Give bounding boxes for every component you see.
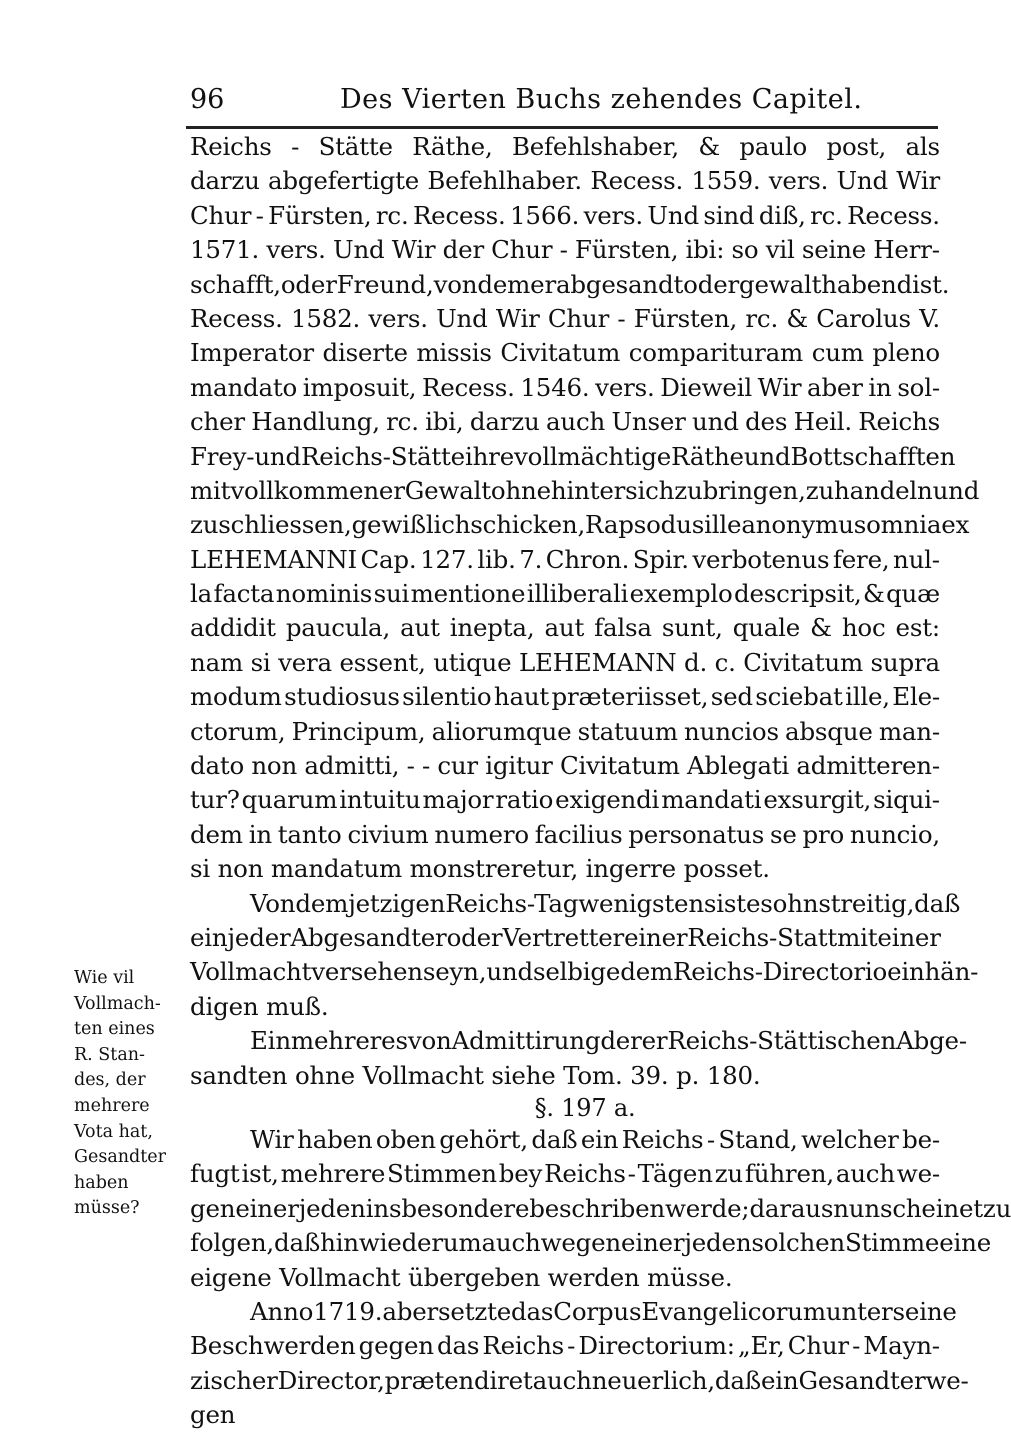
paragraph-anno-1719	[190, 1295, 969, 1432]
text-line: si non mandatum monstreretur, ingerre posset.	[190, 854, 770, 884]
text-line: Ein mehreres von Admittirung derer Reichs-Stättischen Abge-	[250, 1026, 967, 1056]
text-line: mit vollkommener Gewalt ohne hinter sich zu bringen, zu handeln und	[190, 475, 980, 505]
text-line: ctorum, Principum, aliorumque statuum nuncios absque man-	[190, 716, 940, 746]
page-header	[180, 78, 940, 122]
text-line: gen	[190, 1400, 236, 1430]
text-line: dato non admitti, - - cur igitur Civitatum Ablegati admitteren-	[190, 751, 940, 781]
text-line: gen einer jeden ins besondere beschriben werde; daraus nun scheinet zu	[190, 1193, 1011, 1223]
text-line: Anno 1719. aber setzte das Corpus Evangelicorum unter seine	[250, 1296, 957, 1326]
margin-note-line: Vollmach-	[74, 993, 161, 1014]
text-line: fugt ist, mehrere Stimmen bey Reichs - Tägen zu führen, auch we-	[190, 1159, 940, 1189]
text-line: cher Handlung, rc. ibi, darzu auch Unser und des Heil. Reichs	[190, 407, 940, 437]
text-line: Reichs - Stätte Räthe, Befehlshaber, & paulo post, als	[190, 132, 940, 161]
text-line: nam si vera essent, utique LEHEMANN d. c. Civitatum supra	[190, 647, 940, 677]
text-line: zischer Director, prætendiret auch neuerlich, daß ein Gesandter we-	[190, 1365, 969, 1395]
text-line: Imperator diserte missis Civitatum comparituram cum pleno	[190, 338, 940, 368]
text-line: ein jeder Abgesandter oder Vertretter einer Reichs - Statt mit einer	[190, 922, 941, 952]
text-line: zu schliessen, gewißlich schicken, Rapsodus ille anonymus omnia ex	[190, 510, 970, 540]
text-line: Recess. 1582. vers. Und Wir Chur - Fürsten, rc. & Carolus V.	[190, 303, 940, 333]
paragraph-section-197a	[190, 1123, 1011, 1295]
paragraph-admittirung	[190, 1024, 967, 1093]
text-line: eigene Vollmacht übergeben werden müsse.	[190, 1262, 733, 1292]
text-line: tur? quarum intuitu major ratio exigendi mandati exsurgit, siqui-	[190, 785, 940, 815]
margin-note-line: Gesandter	[74, 1147, 166, 1168]
text-line: Vollmacht versehen seyn, und selbige dem Reichs-Directorio einhän-	[190, 957, 979, 987]
paragraph-reichstag	[190, 887, 979, 1025]
text-line: mandato imposuit, Recess. 1546. vers. Dieweil Wir aber in sol-	[190, 372, 940, 402]
text-line: modum studiosus silentio haut præteriisset, sed sciebat ille, Ele-	[190, 682, 940, 712]
page-number: 96	[190, 84, 225, 115]
margin-note-line: R. Stan-	[74, 1044, 145, 1065]
header-rule	[186, 126, 938, 129]
text-line: digen muß.	[190, 991, 329, 1021]
margin-note-line: des, der	[74, 1070, 146, 1091]
text-line: la facta nominis sui mentione illiberali exemplo descripsit, & quæ	[190, 579, 940, 609]
text-line: Von dem jetzigen Reichs-Tag wenigstens ist es ohnstreitig, daß	[250, 888, 961, 918]
margin-note-line: müsse?	[74, 1198, 140, 1219]
text-line: sandten ohne Vollmacht siehe Tom. 39. p. 180.	[190, 1060, 761, 1090]
text-line: Wir haben oben gehört, daß ein Reichs - Stand, welcher be-	[250, 1124, 940, 1154]
margin-note-line: ten eines	[74, 1019, 155, 1040]
text-line: Chur - Fürsten, rc. Recess. 1566. vers. Und sind diß, rc. Recess.	[190, 200, 940, 230]
margin-note-line: mehrere	[74, 1095, 150, 1116]
section-mark: §. 197 a.	[534, 1093, 636, 1122]
margin-note	[74, 966, 174, 1222]
main-text	[190, 130, 1011, 1432]
text-line: Frey- und Reichs-Stätte ihre vollmächtige Räthe und Bottschafften	[190, 441, 956, 471]
text-line: addidit paucula, aut inepta, aut falsa sunt, quale & hoc est:	[190, 613, 940, 643]
text-line: 1571. vers. Und Wir der Chur - Fürsten, ibi: so vil seine Herr-	[190, 235, 940, 265]
running-head: Des Vierten Buchs zehendes Capitel.	[340, 84, 863, 115]
text-line: LEHEMANNI Cap. 127. lib. 7. Chron. Spir. verbotenus fere, nul-	[190, 544, 940, 574]
text-line: dem in tanto civium numero facilius personatus se pro nuncio,	[190, 819, 940, 849]
text-line: darzu abgefertigte Befehlhaber. Recess. 1559. vers. Und Wir	[190, 166, 940, 196]
text-line: Beschwerden gegen das Reichs - Directorium: „Er, Chur - Mayn-	[190, 1331, 940, 1361]
margin-note-line: Wie vil	[74, 968, 135, 988]
margin-note-line: haben	[74, 1172, 129, 1193]
text-line: folgen, daß hinwiederum auch wegen einer jeden solchen Stimme eine	[190, 1228, 992, 1258]
margin-note-line: Vota hat,	[74, 1121, 153, 1142]
text-line: schafft, oder Freund, von dem er abgesandt oder gewalthabend ist.	[190, 269, 950, 299]
paragraph-recess-citations	[190, 130, 980, 887]
